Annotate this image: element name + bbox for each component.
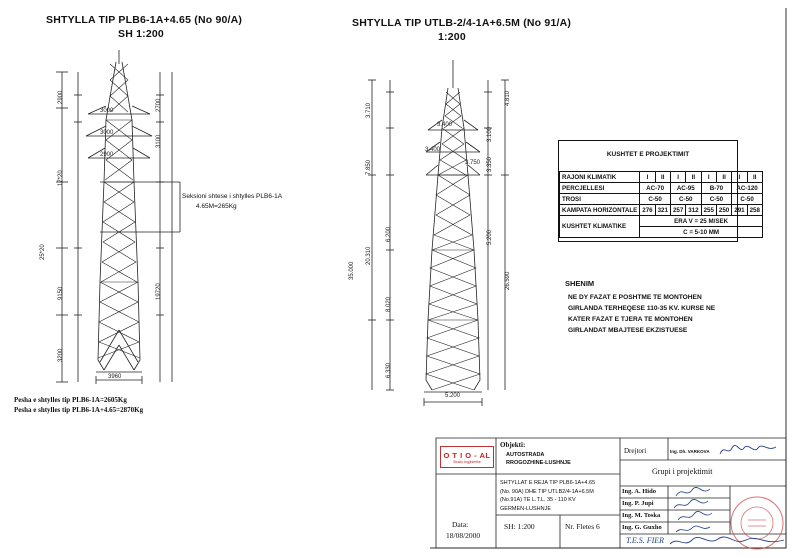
left-dim-side-3: 9150 [58, 286, 64, 300]
kushtet-title: KUSHTET E PROJEKTIMIT [606, 151, 690, 158]
table-cell: 255 [701, 205, 716, 216]
right-dim-side-4: 20.310 [366, 246, 372, 265]
objekti-line2: RROGOZHINE-LUSHNJE [506, 460, 571, 466]
description-line: SHTYLLAT E REJA TIP PLB6-1A+4.65 [500, 480, 596, 486]
table-cell: 257 [670, 205, 685, 216]
table-cell: C-50 [732, 194, 763, 205]
sheet-number: Nr. Fletes 6 [565, 522, 600, 531]
left-dim-arm-3: 2900 [100, 152, 114, 158]
table-cell: II [747, 172, 762, 183]
era-cell: ERA V = 25 M/SEK [640, 216, 763, 227]
left-dim-arm-2: 3000 [100, 130, 114, 136]
description-line: (No.91A) TE L.T.L. 35 - 110 KV [500, 497, 576, 503]
kampata-label: KAMPATA HORIZONTALE [560, 205, 640, 216]
right-dim-top-2: 4.810 [505, 90, 511, 106]
table-cell: AC-70 [640, 183, 671, 194]
drejtori-name: Ing. Dh. VARKOVA [670, 449, 710, 454]
right-dim-top-4: 3.350 [487, 156, 493, 172]
table-cell: I [732, 172, 747, 183]
table-cell: 250 [716, 205, 731, 216]
weight-line-1: Pesha e shtylles tip PLB6-1A=2605Kg [14, 396, 127, 404]
left-dim-side-2: 25*20 [40, 244, 46, 260]
table-cell: AC-120 [732, 183, 763, 194]
c-cell: C = 5-10 MM [640, 227, 763, 238]
grupi-label: Grupi i projektimit [652, 467, 713, 476]
right-dim-arm-1: 3.400 [437, 122, 453, 128]
left-dim-top-3: 3100 [156, 134, 162, 148]
left-dim-arm-1: 3000 [100, 108, 114, 114]
description-line: (No. 90A) DHE TIP UTLB2/4-1A+6.5M [500, 488, 594, 495]
left-dim-top-2: 2700 [156, 98, 162, 112]
data-label: Data: [452, 520, 469, 529]
table-cell: 276 [640, 205, 655, 216]
shenim-line: KATER FAZAT E TJERA TE MONTOHEN [568, 316, 693, 323]
table-cell: I [670, 172, 685, 183]
director-signature [718, 442, 778, 458]
table-cell: I [640, 172, 655, 183]
weight-line-2: Pesha e shtylles tip PLB6-1A+4.65=2870Kg [14, 406, 144, 414]
kushtet-klimatike-label: KUSHTET KLIMATIKE [560, 216, 640, 238]
right-tower-title: SHTYLLA TIP UTLB-2/4-1A+6.5M (No 91/A) [352, 17, 572, 29]
right-dim-side-8: 35.000 [349, 261, 355, 280]
shenim-line: NE DY FAZAT E POSHTME TE MONTOHEN [568, 294, 702, 301]
table-cell: 291 [732, 205, 747, 216]
table-cell: C-50 [670, 194, 701, 205]
left-dim-side-1: 17*20 [58, 170, 64, 186]
member-1: Ing. A. Hido [622, 488, 656, 495]
table-cell: 312 [686, 205, 701, 216]
company-logo [440, 446, 494, 468]
section-note-line1: Seksioni shtese i shtylles PLB6-1A [182, 193, 283, 200]
right-dim-arm-3: 3.750 [465, 160, 481, 166]
right-dim-side-5: 5.200 [487, 229, 493, 245]
member-4: Ing. G. Guxho [622, 524, 662, 531]
right-dim-side-7: 6.330 [386, 362, 392, 378]
left-dim-top-1: 2900 [58, 90, 64, 104]
shenim-line: GIRLANDAT MBAJTESE EKZISTUESE [568, 327, 688, 334]
table-cell: I [701, 172, 716, 183]
left-tower-title: SHTYLLA TIP PLB6-1A+4.65 (No 90/A) [46, 14, 243, 26]
section-note-line2: 4.65M=265Kg [196, 203, 237, 210]
right-dim-arm-2: 3.400 [425, 147, 441, 153]
shenim-title: SHENIM [565, 279, 595, 288]
left-dim-side-5: 3200 [58, 348, 64, 362]
right-dim-top-3: 3.100 [487, 126, 493, 142]
left-tower-scale: SH 1:200 [118, 28, 164, 40]
handwritten-tes: T.E.S. FIER [626, 536, 665, 545]
right-dim-base: 5.200 [445, 393, 461, 399]
table-cell: 258 [747, 205, 762, 216]
right-dim-top-1: 3.710 [366, 102, 372, 118]
percjellesi-label: PERCJELLESI [560, 183, 640, 194]
table-cell: C-50 [701, 194, 732, 205]
description-line: GERMEN-LUSHNJE [500, 505, 552, 512]
right-dim-side-2: 8.020 [386, 296, 392, 312]
drawing-description [500, 479, 595, 513]
drejtori-label: Drejtori [624, 447, 647, 455]
member-3: Ing. M. Toska [622, 512, 661, 519]
table-cell: II [655, 172, 670, 183]
table-cell: 321 [655, 205, 670, 216]
left-dim-side-4: 19720 [156, 283, 162, 300]
table-cell: C-50 [640, 194, 671, 205]
shenim-line: GIRLANDA TERHEQESE 110-35 KV. KURSE NE [568, 305, 716, 312]
objekti-label: Objekti: [500, 441, 526, 449]
member-signatures [670, 486, 730, 536]
right-dim-side-6: 26.590 [505, 271, 511, 290]
right-dim-side-3: 7.850 [366, 159, 372, 175]
left-dim-base: 3960 [108, 374, 122, 380]
table-cell: B-70 [701, 183, 732, 194]
rajoni-label: RAJONI KLIMATIK [560, 172, 640, 183]
member-2: Ing. P. Jupi [622, 500, 654, 507]
data-value: 18/08/2000 [446, 531, 481, 540]
logo-subtitle: Studio Ingjinierike [453, 459, 481, 464]
right-tower-scale: 1:200 [438, 31, 466, 43]
scale-label: SH: 1:200 [504, 522, 535, 531]
bottom-signature [668, 534, 788, 550]
logo-text: O T I O - AL [443, 450, 491, 460]
objekti-line1: AUTOSTRADA [506, 452, 545, 458]
table-cell: II [716, 172, 731, 183]
right-dim-side-1: 6.200 [386, 226, 392, 242]
trosi-label: TROSI [560, 194, 640, 205]
table-cell: AC-95 [670, 183, 701, 194]
table-cell: II [686, 172, 701, 183]
